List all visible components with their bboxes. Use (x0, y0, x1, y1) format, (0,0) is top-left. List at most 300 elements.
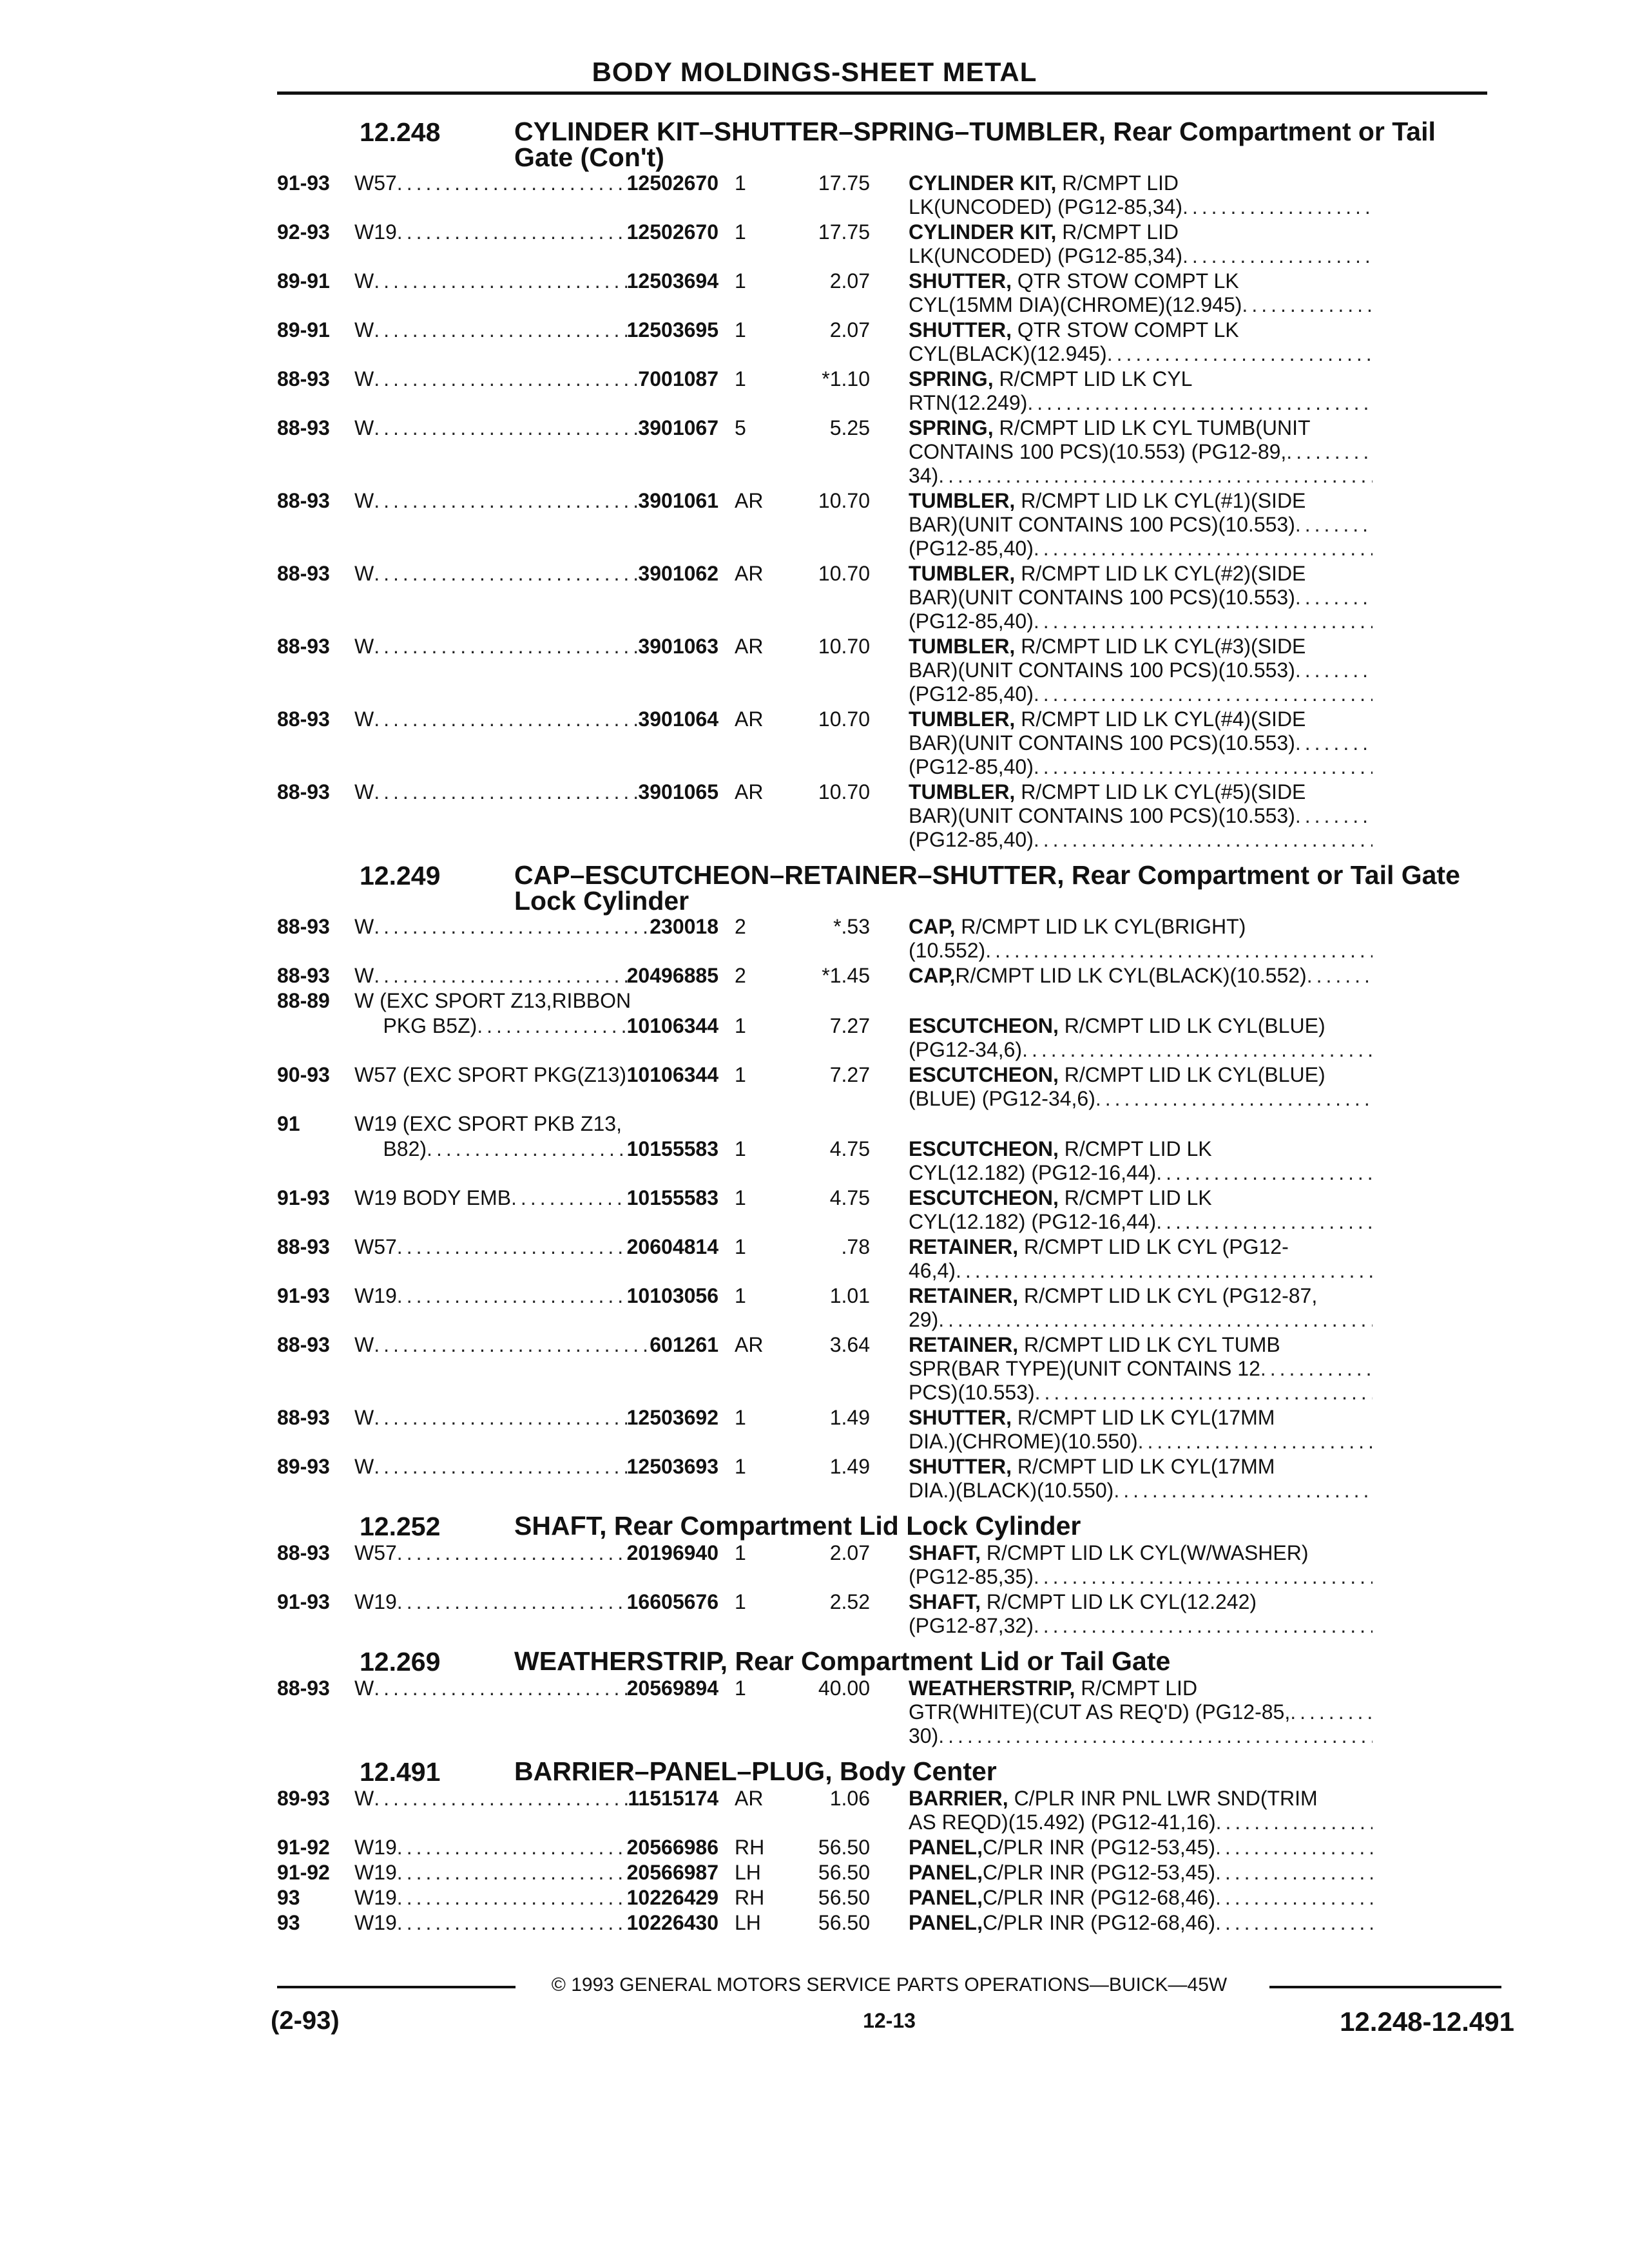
section-heading (277, 1513, 1501, 1540)
price: 3.64 (829, 1333, 870, 1356)
leader-dots (1034, 828, 1373, 852)
part-description (909, 1677, 1373, 1748)
description-text: R/CMPT LID LK CYL(#1)(SIDE (1021, 489, 1306, 512)
model-code: W19 (354, 1861, 397, 1884)
part-number: 7001087 (638, 367, 718, 390)
price: 40.00 (818, 1677, 870, 1700)
year-range: 92-93 (277, 220, 330, 244)
description-line (909, 1614, 1373, 1638)
part-row (277, 1235, 1501, 1283)
price: 1.49 (829, 1406, 870, 1429)
description-line (909, 1137, 1373, 1161)
leader-dots (374, 1787, 628, 1811)
part-description (909, 1137, 1373, 1185)
description-line (909, 682, 1373, 706)
model-code: W19 (354, 220, 397, 244)
quantity: AR (735, 707, 764, 731)
leader-dots (1182, 195, 1373, 219)
part-description (909, 707, 1373, 779)
part-row (277, 269, 1501, 317)
description-line (909, 939, 1373, 963)
description-line (909, 1861, 1373, 1885)
model-part-number (354, 1590, 718, 1614)
part-row (277, 416, 1501, 488)
description-line (909, 318, 1373, 342)
model-part-number (354, 1063, 718, 1087)
part-name: TUMBLER, (909, 780, 1016, 803)
leader-dots (1034, 1565, 1373, 1589)
year-range: 88-89 (277, 989, 330, 1012)
quantity: LH (735, 1911, 761, 1934)
price: .78 (841, 1235, 870, 1258)
section-heading (277, 1758, 1501, 1785)
description-text: CYL(BLACK)(12.945) (909, 342, 1107, 365)
model-part-number (354, 964, 718, 988)
part-row (277, 1137, 1501, 1185)
model-part-number (354, 780, 718, 804)
leader-dots (1034, 682, 1373, 706)
part-row (277, 915, 1501, 963)
part-number: 10106344 (626, 1014, 718, 1037)
part-row (277, 1333, 1501, 1405)
year-range: 88-93 (277, 915, 330, 938)
description-text: R/CMPT LID LK CYL TUMB(UNIT (999, 416, 1311, 439)
price: 4.75 (829, 1137, 870, 1160)
part-row (277, 707, 1501, 779)
leader-dots (1307, 964, 1373, 988)
leader-dots (374, 1677, 626, 1700)
model-part-number (354, 171, 718, 195)
description-text: R/CMPT LID LK CYL(BLUE) (1064, 1014, 1325, 1037)
description-line (909, 1235, 1373, 1259)
part-number: 10226430 (626, 1911, 718, 1934)
leader-dots (1095, 1087, 1373, 1111)
description-line (909, 513, 1373, 537)
quantity: 1 (735, 1541, 746, 1564)
description-text: QTR STOW COMPT LK (1017, 318, 1239, 341)
part-description (909, 915, 1373, 963)
leader-dots (1295, 513, 1373, 537)
model-code: W (EXC SPORT Z13,RIBBON (354, 989, 631, 1012)
part-name: CYLINDER KIT, (909, 220, 1057, 244)
part-row-lead (277, 989, 1501, 1013)
leader-dots (374, 1406, 626, 1430)
leader-dots (397, 1886, 627, 1910)
model-part-number (354, 1541, 718, 1565)
leader-dots (397, 1235, 627, 1259)
part-row (277, 1406, 1501, 1454)
description-line (909, 1590, 1373, 1614)
leader-dots (374, 367, 638, 391)
description-text: (PG12-85,40) (909, 828, 1034, 851)
description-line (909, 244, 1373, 268)
quantity: 1 (735, 1186, 746, 1209)
quantity: 1 (735, 220, 746, 244)
description-text: CYL(15MM DIA)(CHROME)(12.945) (909, 293, 1242, 316)
part-number: 20566987 (626, 1861, 718, 1884)
quantity: AR (735, 780, 764, 803)
part-name: ESCUTCHEON, (909, 1137, 1059, 1160)
model-part-number (354, 269, 718, 293)
model-code: W (354, 367, 374, 390)
year-range: 88-93 (277, 416, 330, 439)
leader-dots (374, 416, 638, 440)
model-code: W (354, 1455, 374, 1478)
model-part-number (354, 367, 718, 391)
description-line (909, 707, 1373, 731)
description-text: (PG12-85,35) (909, 1565, 1034, 1588)
section-title: SHAFT, Rear Compartment Lid Lock Cylinder (514, 1511, 1081, 1541)
model-code: W19 (354, 1590, 397, 1613)
description-text: (PG12-87,32) (909, 1614, 1034, 1637)
model-code: W (354, 964, 374, 987)
description-text: R/CMPT LID LK CYL(#3)(SIDE (1021, 635, 1306, 658)
leader-dots (1113, 1479, 1373, 1503)
quantity: 1 (735, 269, 746, 293)
description-line (909, 1381, 1373, 1405)
part-name: CYLINDER KIT, (909, 171, 1057, 195)
leader-dots (397, 1861, 627, 1885)
part-row (277, 220, 1501, 268)
description-line (909, 1565, 1373, 1589)
section-number: 12.249 (360, 861, 441, 890)
quantity: 1 (735, 1677, 746, 1700)
price: 10.70 (818, 707, 870, 731)
leader-dots (374, 1455, 626, 1479)
model-code: W (354, 318, 374, 341)
description-text: BAR)(UNIT CONTAINS 100 PCS)(10.553) (909, 658, 1295, 682)
description-text: R/CMPT LID LK (1064, 1186, 1212, 1209)
model-code: W (354, 1677, 374, 1700)
model-code: W (354, 416, 374, 439)
year-range: 91-92 (277, 1836, 330, 1859)
part-description (909, 1333, 1373, 1405)
quantity: 5 (735, 416, 746, 439)
part-description (909, 635, 1373, 706)
year-range: 91-92 (277, 1861, 330, 1884)
leader-dots (374, 318, 626, 342)
model-part-number (354, 1137, 718, 1161)
description-line (909, 1087, 1373, 1111)
description-line (909, 780, 1373, 804)
part-row (277, 1284, 1501, 1332)
price: 5.25 (829, 416, 870, 439)
leader-dots (374, 635, 638, 658)
year-range: 88-93 (277, 707, 330, 731)
description-text: 34) (909, 464, 939, 487)
model-code: PKG B5Z) (354, 1014, 477, 1037)
year-range: 89-93 (277, 1455, 330, 1478)
description-line (909, 195, 1373, 219)
leader-dots (397, 1836, 627, 1860)
part-description (909, 1886, 1373, 1910)
model-part-number (354, 707, 718, 731)
description-line (909, 489, 1373, 513)
quantity: 1 (735, 1063, 746, 1086)
description-line (909, 1724, 1373, 1748)
part-name: RETAINER, (909, 1235, 1019, 1258)
description-line (909, 1357, 1373, 1381)
description-text: (PG12-85,40) (909, 682, 1034, 706)
part-description (909, 1787, 1373, 1834)
parts-section (277, 1648, 1501, 1748)
model-code: W (354, 915, 374, 938)
leader-dots (397, 1541, 627, 1565)
price: 56.50 (818, 1836, 870, 1859)
section-heading (277, 1648, 1501, 1675)
price: 2.07 (829, 318, 870, 341)
section-title: BARRIER–PANEL–PLUG, Body Center (514, 1756, 997, 1786)
part-row (277, 1886, 1501, 1910)
leader-dots (511, 1186, 627, 1210)
part-number: 12503692 (626, 1406, 718, 1429)
quantity: 2 (735, 964, 746, 987)
description-text: R/CMPT LID (1062, 220, 1179, 244)
price: 10.70 (818, 780, 870, 803)
description-text: PCS)(10.553) (909, 1381, 1035, 1404)
part-name: RETAINER, (909, 1333, 1019, 1356)
part-number: 12503693 (626, 1455, 718, 1478)
description-text: (PG12-85,40) (909, 755, 1034, 778)
model-part-number (354, 1861, 718, 1885)
part-description (909, 1911, 1373, 1935)
year-range: 88-93 (277, 562, 330, 585)
description-line (909, 828, 1373, 852)
part-name: SHUTTER, (909, 318, 1012, 341)
part-row (277, 635, 1501, 706)
part-number: 3901063 (638, 635, 718, 658)
part-name: RETAINER, (909, 1284, 1019, 1307)
part-description (909, 1836, 1373, 1860)
description-text: GTR(WHITE)(CUT AS REQ'D) (PG12-85, (909, 1700, 1291, 1724)
description-text: CYL(12.182) (PG12-16,44) (909, 1161, 1157, 1184)
leader-dots (374, 489, 638, 513)
description-line (909, 1430, 1373, 1454)
quantity: 1 (735, 171, 746, 195)
description-line (909, 1038, 1373, 1062)
year-range: 93 (277, 1886, 300, 1909)
description-text: R/CMPT LID LK CYL(#5)(SIDE (1021, 780, 1306, 803)
model-part-number (354, 416, 718, 440)
year-range: 89-93 (277, 1787, 330, 1810)
quantity: AR (735, 562, 764, 585)
part-description (909, 1235, 1373, 1283)
quantity: AR (735, 635, 764, 658)
price: 2.52 (829, 1590, 870, 1613)
leader-dots (1295, 658, 1373, 682)
model-part-number (354, 1455, 718, 1479)
model-part-number (354, 220, 718, 244)
description-text: R/CMPT LID LK CYL(BRIGHT) (961, 915, 1246, 938)
year-range: 88-93 (277, 1677, 330, 1700)
price: 4.75 (829, 1186, 870, 1209)
description-line (909, 1479, 1373, 1503)
year-range: 93 (277, 1911, 300, 1934)
revision-date: (2-93) (271, 2006, 340, 2035)
model-part-number (354, 318, 718, 342)
leader-dots (374, 707, 638, 731)
description-line (909, 562, 1373, 586)
description-text: (PG12-34,6) (909, 1038, 1023, 1061)
price: 2.07 (829, 269, 870, 293)
model-code: W (354, 780, 374, 803)
description-line (909, 1063, 1373, 1087)
description-text: BAR)(UNIT CONTAINS 100 PCS)(10.553) (909, 804, 1295, 827)
year-range: 89-91 (277, 318, 330, 341)
leader-dots (374, 1333, 650, 1357)
description-text: R/CMPT LID LK CYL(BLACK)(10.552) (955, 964, 1307, 987)
part-name: ESCUTCHEON, (909, 1014, 1059, 1037)
description-line (909, 1210, 1373, 1234)
price: 1.01 (829, 1284, 870, 1307)
part-row (277, 1063, 1501, 1111)
description-line (909, 658, 1373, 682)
model-code: W57 (354, 1541, 397, 1564)
leader-dots (477, 1014, 626, 1038)
leader-dots (1034, 537, 1373, 561)
part-row (277, 562, 1501, 633)
leader-dots (397, 1911, 627, 1935)
year-range: 88-93 (277, 489, 330, 512)
description-text: 29) (909, 1308, 939, 1331)
section-heading (277, 862, 1501, 914)
quantity: LH (735, 1861, 761, 1884)
model-part-number (354, 562, 718, 586)
part-name: TUMBLER, (909, 562, 1016, 585)
price: 56.50 (818, 1886, 870, 1909)
parts-section (277, 1758, 1501, 1935)
model-part-number (354, 635, 718, 658)
part-name: ESCUTCHEON, (909, 1063, 1059, 1086)
model-code: W (354, 635, 374, 658)
leader-dots (374, 562, 638, 586)
quantity: 1 (735, 1406, 746, 1429)
year-range: 91-93 (277, 171, 330, 195)
price: 56.50 (818, 1861, 870, 1884)
part-name: SHAFT, (909, 1590, 981, 1613)
description-line (909, 1541, 1373, 1565)
description-line (909, 537, 1373, 561)
leader-dots (1215, 1886, 1373, 1910)
description-line (909, 915, 1373, 939)
quantity: AR (735, 1787, 764, 1810)
part-number: 20569894 (626, 1677, 718, 1700)
leader-dots (1215, 1836, 1373, 1860)
leader-dots (1295, 586, 1373, 610)
part-row (277, 489, 1501, 561)
model-part-number (354, 1406, 718, 1430)
leader-dots (397, 1590, 627, 1614)
description-text: R/CMPT LID LK CYL(#2)(SIDE (1021, 562, 1306, 585)
model-part-number (354, 1886, 718, 1910)
part-number: 20566986 (626, 1836, 718, 1859)
part-name: SHUTTER, (909, 1406, 1012, 1429)
description-line (909, 1787, 1373, 1811)
section-number: 12.491 (360, 1757, 441, 1787)
quantity: RH (735, 1836, 765, 1859)
description-text: R/CMPT LID LK CYL TUMB (1023, 1333, 1280, 1356)
leader-dots (938, 464, 1373, 488)
part-name: SPRING, (909, 367, 994, 390)
model-part-number (354, 1186, 718, 1210)
year-range: 88-93 (277, 1333, 330, 1356)
description-text: R/CMPT LID (1062, 171, 1179, 195)
leader-dots (1286, 440, 1373, 464)
part-description (909, 1861, 1373, 1885)
leader-dots (1215, 1911, 1373, 1935)
part-description (909, 1590, 1373, 1638)
model-part-number (354, 1836, 718, 1860)
price: 1.06 (829, 1787, 870, 1810)
leader-dots (427, 1137, 627, 1161)
price: *1.10 (822, 367, 870, 390)
part-row (277, 1590, 1501, 1638)
description-line (909, 171, 1373, 195)
description-text: AS REQD)(15.492) (PG12-41,16) (909, 1811, 1216, 1834)
year-range: 88-93 (277, 635, 330, 658)
page-number: 12-13 (863, 2009, 916, 2032)
year-range: 91-93 (277, 1590, 330, 1613)
description-text: BAR)(UNIT CONTAINS 100 PCS)(10.553) (909, 586, 1295, 609)
description-line (909, 391, 1373, 415)
part-row (277, 1836, 1501, 1860)
parts-section (277, 862, 1501, 1503)
description-text: (10.552) (909, 939, 986, 962)
part-number: 10103056 (626, 1284, 718, 1307)
description-text: LK(UNCODED) (PG12-85,34) (909, 244, 1182, 267)
model-code: W (354, 562, 374, 585)
part-number: 12502670 (626, 171, 718, 195)
price: 10.70 (818, 635, 870, 658)
leader-dots (1027, 391, 1373, 415)
part-name: PANEL, (909, 1861, 983, 1884)
model-code: W19 (EXC SPORT PKB Z13, (354, 1112, 622, 1135)
year-range: 88-93 (277, 1541, 330, 1564)
part-name: WEATHERSTRIP, (909, 1677, 1075, 1700)
part-name: SHUTTER, (909, 269, 1012, 293)
description-line (909, 755, 1373, 779)
price: 10.70 (818, 562, 870, 585)
part-description (909, 1541, 1373, 1589)
part-name: TUMBLER, (909, 635, 1016, 658)
section-title: CAP–ESCUTCHEON–RETAINER–SHUTTER, Rear Compartment or Tail Gate Lock Cylinder (514, 860, 1460, 916)
leader-dots (956, 1259, 1373, 1283)
description-line (909, 964, 1373, 988)
leader-dots (397, 220, 627, 244)
description-text: R/CMPT LID LK CYL(#4)(SIDE (1021, 707, 1306, 731)
description-line (909, 1284, 1373, 1308)
part-number: 10106344 (626, 1063, 718, 1086)
quantity: 2 (735, 915, 746, 938)
year-range: 88-93 (277, 367, 330, 390)
model-code: W57 (354, 171, 397, 195)
part-description (909, 1186, 1373, 1234)
section-number: 12.248 (360, 117, 441, 147)
part-row (277, 1677, 1501, 1748)
year-range: 88-93 (277, 780, 330, 803)
model-code: W (354, 1406, 374, 1429)
part-number: 20604814 (626, 1235, 718, 1258)
model-code: W19 (354, 1836, 397, 1859)
part-name: BARRIER, (909, 1787, 1008, 1810)
year-range: 91 (277, 1112, 300, 1135)
year-range: 90-93 (277, 1063, 330, 1086)
model-code: W (354, 1787, 374, 1810)
leader-dots (397, 171, 627, 195)
section-number: 12.269 (360, 1647, 441, 1677)
description-text: BAR)(UNIT CONTAINS 100 PCS)(10.553) (909, 731, 1295, 754)
description-text: BAR)(UNIT CONTAINS 100 PCS)(10.553) (909, 513, 1295, 536)
